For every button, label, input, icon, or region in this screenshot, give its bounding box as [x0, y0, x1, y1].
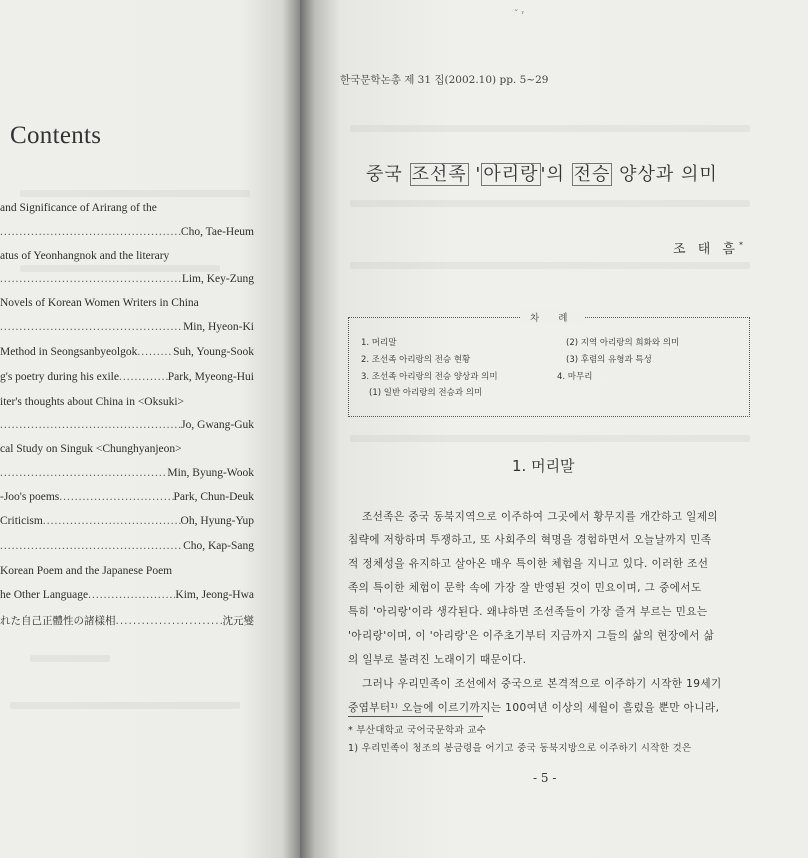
bleed-through — [350, 125, 750, 132]
toc-line: Korean Poem and the Japanese Poem — [0, 565, 173, 577]
toc-line: ..... Lim, Key-Zung — [0, 273, 254, 285]
article-title: 중국 조선족 ' 아리랑 '의 전승 양상과 의미 — [366, 164, 718, 185]
toc-line: -Joo's poems ..... Park, Chun-Deuk — [0, 491, 254, 503]
toc-item: 3. 조선족 아리랑의 전승 양상과 의미 — [361, 372, 498, 382]
toc-line: Method in Seongsanbyeolgok ..... Suh, Young-Sook — [0, 346, 254, 358]
toc-line: g's poetry during his exile ..... Park, Myeong-Hui — [0, 371, 254, 383]
bleed-through — [350, 200, 750, 207]
toc-line: ..... Min, Hyeon-Ki — [0, 321, 254, 333]
bleed-through — [30, 655, 110, 662]
body-line: 의 일부로 불려진 노래이기 때문이다. — [348, 654, 527, 666]
toc-item: 2. 조선족 아리랑의 전승 현황 — [361, 355, 471, 365]
section-heading: 1. 머리말 — [512, 457, 575, 475]
bleed-through — [10, 702, 240, 709]
article-toc-box — [348, 317, 750, 417]
footnote: 1) 우리민족이 청조의 봉금령을 어기고 중국 동북지방으로 이주하기 시작한 것은 — [348, 743, 692, 754]
toc-line: ..... Jo, Gwang-Guk — [0, 419, 254, 431]
bleed-through — [350, 435, 750, 442]
toc-item: (2) 지역 아리랑의 희화와 의미 — [566, 338, 680, 348]
toc-item: 4. 마무리 — [557, 372, 593, 382]
article-toc-title: 차 례 — [520, 310, 585, 324]
body-line: 중엽부터¹⁾ 오늘에 이르기까지는 100여년 이상의 세월이 흘렀을 뿐만 아니라, — [348, 702, 720, 714]
toc-line: ..... Cho, Tae-Heum — [0, 226, 254, 238]
footnote-divider — [348, 716, 483, 717]
body-line: 족의 특이한 체험이 문학 속에 가장 잘 반영된 것이 민요이며, 그 중에서도 — [348, 582, 702, 594]
body-line: '아리랑'이며, 이 '아리랑'은 이주초기부터 지금까지 그들의 삶의 현장에서 삶 — [348, 630, 715, 642]
body-line: 적 정체성을 유지하고 살아온 매우 특이한 체험을 지니고 있다. 이러한 조선 — [348, 558, 709, 570]
toc-line: Novels of Korean Women Writers in China — [0, 297, 199, 309]
page-number: - 5 - — [533, 771, 557, 785]
toc-line: ..... Min, Byung-Wook — [0, 467, 254, 479]
bleed-through — [20, 265, 220, 272]
toc-item: (1) 일반 아리랑의 전승과 의미 — [369, 388, 483, 398]
body-line: 그러나 우리민족이 조선에서 중국으로 본격적으로 이주하기 시작한 19세기 — [362, 678, 722, 690]
bleed-through — [20, 190, 250, 197]
stray-mark: ˇ ʳ — [514, 10, 525, 20]
toc-line: and Significance of Arirang of the — [0, 202, 157, 214]
toc-line: iter's thoughts about China in <Oksuki> — [0, 396, 185, 408]
body-line: 특히 '아리랑'이라 생각된다. 왜냐하면 조선족들이 가장 즐겨 부르는 민요는 — [348, 606, 708, 618]
toc-line: ..... Cho, Kap-Sang — [0, 540, 254, 552]
toc-line: he Other Language ..... Kim, Jeong-Hwa — [0, 589, 254, 601]
bleed-through — [350, 262, 750, 269]
toc-line: れた自己正體性の諸樣相 ..... 沈元燮 — [0, 613, 254, 628]
toc-line: Criticism ..... Oh, Hyung-Yup — [0, 515, 254, 527]
toc-line: cal Study on Singuk <Chunghyanjeon> — [0, 443, 182, 455]
article-author: 조 태 흠* — [673, 240, 743, 257]
body-line: 침략에 저항하며 투쟁하고, 또 사회주의 혁명을 경험하면서 오늘날까지 민족 — [348, 534, 712, 546]
contents-heading: Contents — [10, 122, 102, 149]
journal-citation: 한국문학논총 제 31 집(2002.10) pp. 5~29 — [340, 74, 549, 86]
toc-item: 1. 머리말 — [361, 338, 397, 348]
footnote: * 부산대학교 국어국문학과 교수 — [348, 725, 487, 736]
toc-line: atus of Yeonhangnok and the literary — [0, 250, 170, 262]
toc-item: (3) 후렴의 유형과 특성 — [566, 355, 652, 365]
body-line: 조선족은 중국 동북지역으로 이주하여 그곳에서 황무지를 개간하고 일제의 — [362, 511, 719, 523]
left-page — [0, 0, 300, 858]
